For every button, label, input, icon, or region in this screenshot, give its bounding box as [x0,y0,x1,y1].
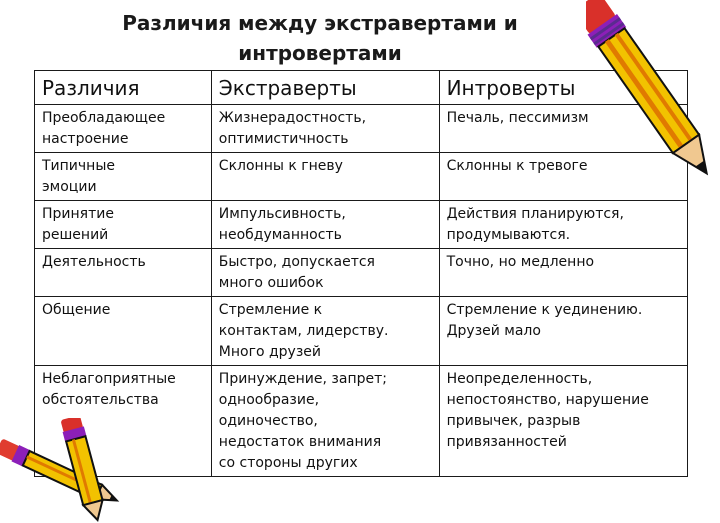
introverts-text: Неопределенность, непостоянство, нарушение привычек, разрыв привязанностей [446,371,649,450]
criterion-text: Неблагоприятные обстоятельства [42,371,176,408]
extraverts-cell [211,249,439,297]
introverts-cell [439,366,687,477]
pencil-eraser [0,438,21,461]
criterion-text: Деятельность [42,254,146,270]
introverts-cell [439,201,687,249]
extraverts-cell [211,105,439,153]
criterion-cell [35,297,212,366]
comparison-table [34,70,688,477]
introverts-text: Точно, но медленно [446,254,595,270]
extraverts-text: Импульсивность, необдуманность [218,206,346,243]
criterion-text: Типичные эмоции [42,158,115,195]
criterion-text: Общение [42,302,111,318]
extraverts-cell [211,366,439,477]
pencil-ferrule [12,445,30,466]
extraverts-text: Жизнерадостность, оптимистичность [218,110,367,147]
extraverts-cell [211,153,439,201]
table-row [35,105,688,153]
introverts-cell [439,249,687,297]
table-row [35,249,688,297]
header-extraverts: Экстраверты [211,71,439,105]
table-row [35,201,688,249]
criterion-cell [35,249,212,297]
introverts-cell [439,105,687,153]
table-row [35,153,688,201]
pencil-eraser [586,0,617,35]
criterion-cell [35,153,212,201]
page-title-line-2: интровертами [238,41,402,65]
extraverts-text: Склонны к гневу [218,158,343,174]
header-introverts: Интроверты [439,71,687,105]
pencil-tip [95,485,120,508]
criterion-text: Принятие решений [42,206,114,243]
pencil-ferrule [588,14,627,48]
pencil-tip [83,500,107,523]
introverts-text: Печаль, пессимизм [446,110,589,126]
table-row [35,297,688,366]
introverts-cell [439,153,687,201]
page-title [60,8,580,68]
table-header-row [35,71,688,105]
extraverts-text: Стремление к контактам, лидерству. Много друзей [218,302,389,360]
extraverts-cell [211,201,439,249]
introverts-text: Стремление к уединению. Друзей мало [446,302,643,339]
page-title-line-1: Различия между экстравертами и [122,11,518,35]
extraverts-text: Быстро, допускается много ошибок [218,254,375,291]
introverts-cell [439,297,687,366]
criterion-text: Преобладающее настроение [42,110,166,147]
introverts-text: Действия планируются, продумываются. [446,206,624,243]
extraverts-text: Принуждение, запрет; однообразие, одиночество, недостаток внимания со стороны других [218,371,387,471]
extraverts-cell [211,297,439,366]
table-row [35,366,688,477]
introverts-text: Склонны к тревоге [446,158,588,174]
header-criterion: Различия [35,71,212,105]
criterion-cell [35,201,212,249]
criterion-cell [35,105,212,153]
criterion-cell [35,366,212,477]
